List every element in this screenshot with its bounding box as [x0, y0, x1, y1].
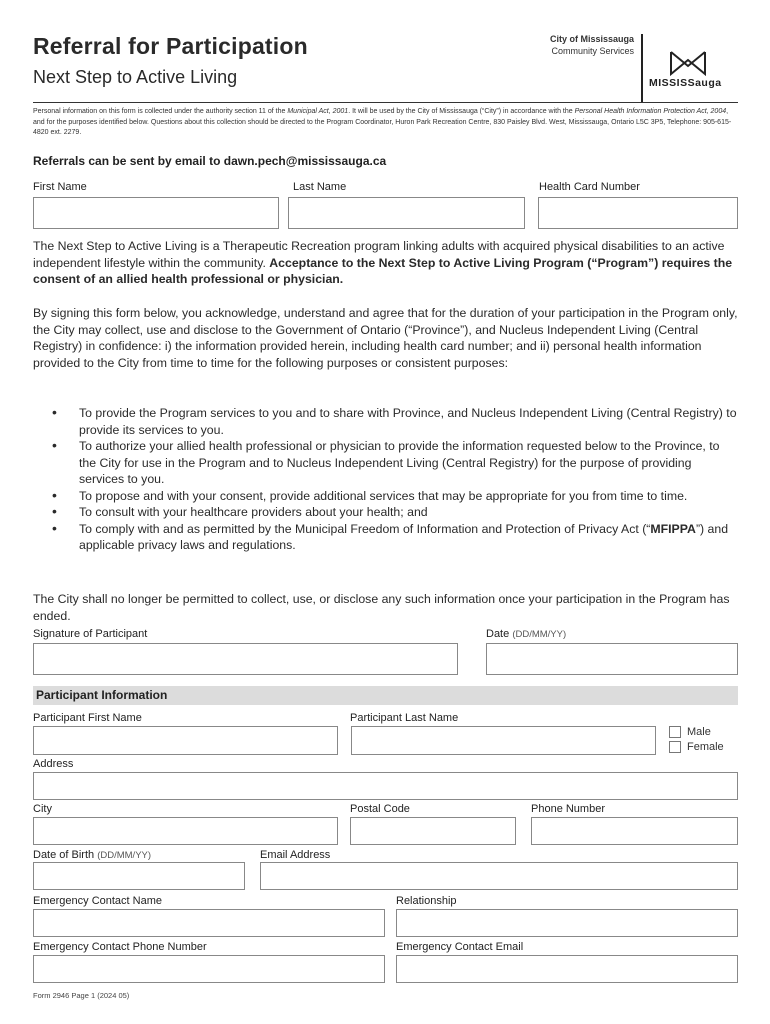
- participant-last-name-label: Participant Last Name: [350, 712, 459, 724]
- program-intro: The Next Step to Active Living is a Therapeutic Recreation program linking adults with acquired physical disabilities to an active independent lifestyle within the community. Acceptance to the Next Step to Active Living Program (“Program”) requires the consent of an allied health professional or physician.: [33, 239, 733, 286]
- signature-input[interactable]: [33, 643, 458, 675]
- emergency-contact-name-input[interactable]: [33, 909, 385, 937]
- emergency-contact-name-label: Emergency Contact Name: [33, 895, 162, 907]
- city-label: City: [33, 803, 52, 815]
- participant-section-header: Participant Information: [33, 686, 738, 705]
- signature-date-label: Date (DD/MM/YY): [486, 628, 567, 640]
- dob-label: Date of Birth (DD/MM/YY): [33, 849, 152, 861]
- postal-code-input[interactable]: [350, 817, 516, 845]
- form-subtitle: Next Step to Active Living: [33, 67, 238, 87]
- phone-number-label: Phone Number: [531, 803, 605, 815]
- mississauga-logo: [649, 50, 729, 89]
- last-name-input[interactable]: [288, 197, 525, 229]
- list-item: • To consult with your healthcare providers about your health; and: [33, 504, 738, 521]
- org-name: City of Mississauga: [549, 34, 634, 44]
- header-divider: [641, 34, 643, 102]
- referral-email-note: Referrals can be sent by email to dawn.pech@mississauga.ca: [33, 154, 387, 168]
- email-address-input[interactable]: [260, 862, 738, 890]
- female-label: Female: [687, 741, 724, 753]
- relationship-label: Relationship: [396, 895, 457, 907]
- emergency-contact-phone-label: Emergency Contact Phone Number: [33, 941, 207, 953]
- emergency-contact-email-input[interactable]: [396, 955, 738, 983]
- header-rule: [33, 102, 738, 103]
- address-label: Address: [33, 758, 74, 770]
- first-name-label: First Name: [33, 181, 87, 193]
- list-item: • To provide the Program services to you and to share with Province, and Nucleus Independent Living (Central Registry) to provide its services to you.: [33, 405, 738, 438]
- male-label: Male: [687, 726, 711, 738]
- organization-block: [550, 33, 634, 57]
- signature-date-input[interactable]: [486, 643, 738, 675]
- dob-input[interactable]: [33, 862, 245, 890]
- form-footer: Form 2946 Page 1 (2024 05): [33, 991, 130, 1000]
- relationship-input[interactable]: [396, 909, 738, 937]
- postal-code-label: Postal Code: [350, 803, 410, 815]
- list-item: • To propose and with your consent, provide additional services that may be appropriate for you from time to time.: [33, 488, 738, 505]
- female-checkbox[interactable]: [669, 741, 681, 753]
- participant-last-name-input[interactable]: [351, 726, 656, 755]
- city-input[interactable]: [33, 817, 338, 845]
- list-item: • To comply with and as permitted by the Municipal Freedom of Information and Protection of Privacy Act (“MFIPPA”) and applicable privacy laws and regulations.: [33, 521, 738, 554]
- list-item: • To authorize your allied health professional or physician to provide the information requested below to the Province, to the City for use in the Program and to Nucleus Independent Living (Central Registry) for the purpose of providing services to you.: [33, 438, 738, 488]
- male-checkbox[interactable]: [669, 726, 681, 738]
- privacy-notice: Personal information on this form is collected under the authority section 11 of the Municipal Act, 2001. It will be used by the City of Mississauga (“City”) in accordance with the Personal Health Information Protection Act, 2004, and for the purposes identified below. Questions about this collection should be directed to the Program Coordinator, Huron Park Recreation Centre, 830 Paisley Blvd. West, Mississauga, Ontario L5C 3P5, Telephone: 905-615-4820 ext. 2279.: [33, 108, 732, 136]
- consent-paragraph: By signing this form below, you acknowledge, understand and agree that for the duration of your participation in the Program only, the City may collect, use and disclose to the Government of Ontario (“Province”), and Nucleus Independent Living (Central Registry) in confidence: i) the information provided herein, including health card number; and ii) personal health information provided to the City from time to time for the following purposes or consistent purposes:: [33, 306, 738, 370]
- form-title: Referral for Participation: [33, 33, 308, 59]
- health-card-input[interactable]: [538, 197, 738, 229]
- email-address-label: Email Address: [260, 849, 331, 861]
- emergency-contact-phone-input[interactable]: [33, 955, 385, 983]
- mississauga-logo-icon: [668, 50, 708, 76]
- logo-wordmark: MISSISSauga: [649, 77, 722, 89]
- closing-statement: The City shall no longer be permitted to collect, use, or disclose any such information once your participation in the Program has ended.: [33, 592, 730, 623]
- participant-first-name-input[interactable]: [33, 726, 338, 755]
- last-name-label: Last Name: [293, 181, 347, 193]
- health-card-label: Health Card Number: [539, 181, 640, 193]
- signature-label: Signature of Participant: [33, 628, 148, 640]
- address-input[interactable]: [33, 772, 738, 800]
- phone-number-input[interactable]: [531, 817, 738, 845]
- emergency-contact-email-label: Emergency Contact Email: [396, 941, 524, 953]
- purpose-list: [33, 405, 738, 554]
- participant-first-name-label: Participant First Name: [33, 712, 142, 724]
- first-name-input[interactable]: [33, 197, 279, 229]
- org-department: Community Services: [551, 46, 634, 56]
